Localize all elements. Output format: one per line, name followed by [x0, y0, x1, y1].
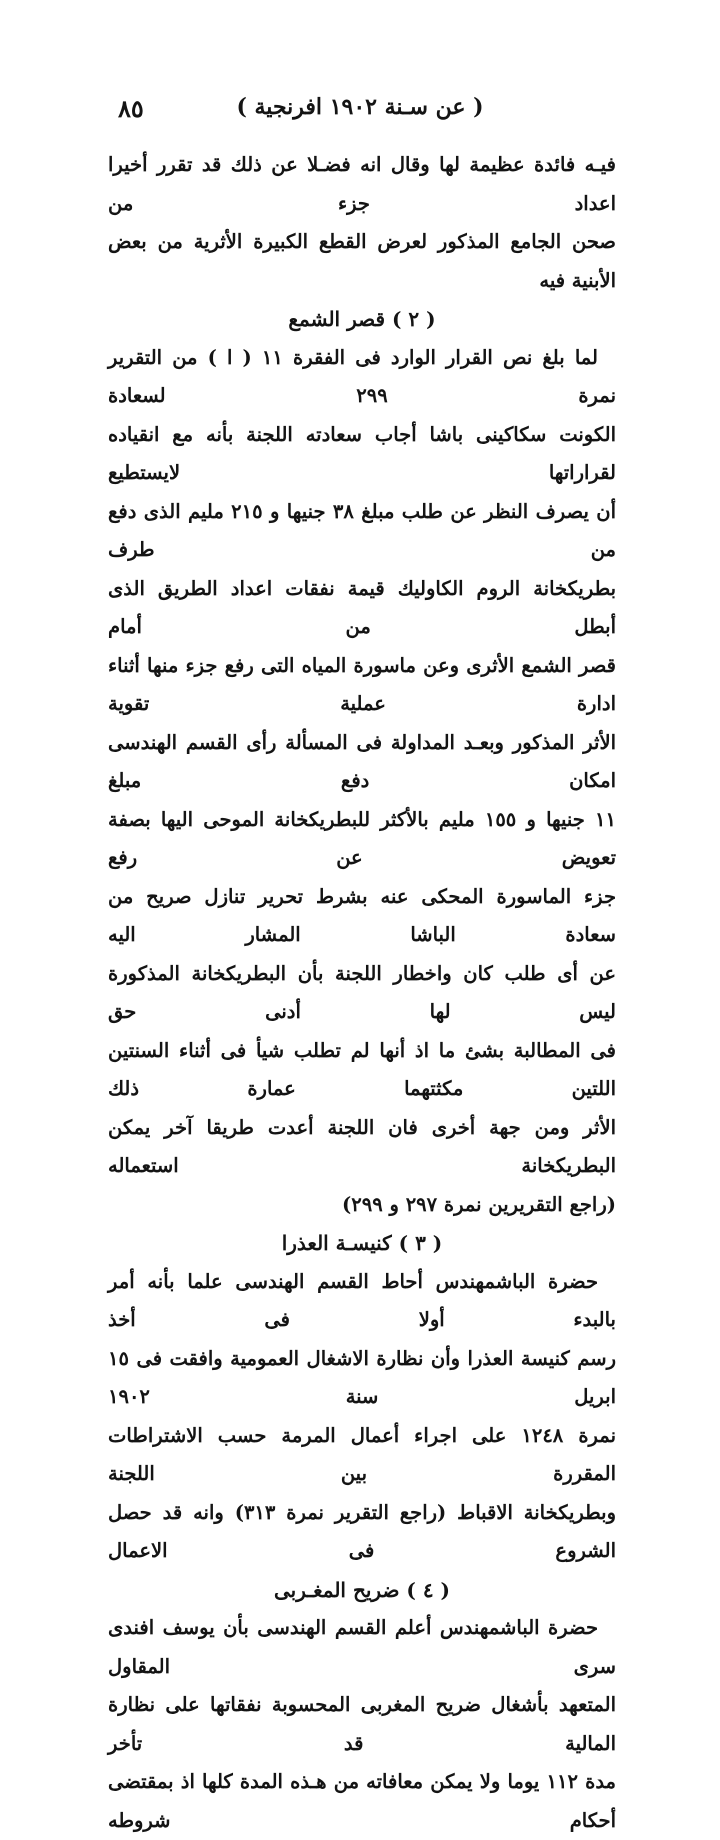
page-number: ٨٥ — [118, 94, 144, 123]
text-line: وبطريكخانة الاقباط (راجع التقرير نمرة ٣١٣) وانه قد حصل الشروع فى الاعمال — [108, 1500, 616, 1562]
text-line: حضرة الباشمهندس أحاط القسم الهندسى علما بأنه أمر بالبدء أولا فى أخذ — [108, 1269, 616, 1331]
text-line: الأثر المذكور وبعـد المداولة فى المسألة رأى القسم الهندسى امكان دفع مبلغ — [108, 730, 616, 792]
text-line: مدة ١١٢ يوما ولا يمكن معافاته من هـذه المدة كلها اذ بمقتضى أحكام شروطه — [108, 1770, 616, 1832]
section-heading-qasr-al-shama: ( ٢ ) قصر الشمع — [288, 307, 436, 331]
text-line: أن يصرف النظر عن طلب مبلغ ٣٨ جنيها و ٢١٥ مليم الذى دفع من طرف — [108, 499, 616, 561]
text-line: لما بلغ نص القرار الوارد فى الفقرة ١١ ( ا ) من التقرير نمرة ٢٩٩ لسعادة — [108, 345, 617, 407]
text-line: قصر الشمع الأثرى وعن ماسورة المياه التى رفع جزء منها أثناء ادارة عملية تقوية — [108, 653, 616, 715]
text-line: فيـه فائدة عظيمة لها وقال انه فضـلا عن ذلك قد تقرر أخيرا اعداد جزء من — [108, 153, 616, 215]
text-line: المتعهد بأشغال ضريح المغربى المحسوبة نفقاتها على نظارة المالية قد تأخر — [108, 1693, 616, 1755]
section-heading-tomb-al-maghribi: ( ٤ ) ضريح المغـربى — [273, 1577, 451, 1602]
text-line: فى المطالبة بشئ ما اذ أنها لم تطلب شيأ فى أثناء السنتين اللتين مكثتهما عمارة ذلك — [108, 1038, 616, 1100]
text-line: الأثر ومن جهة أخرى فان اللجنة أعدت طريقا آخر يمكن البطريكخانة استعماله — [108, 1115, 616, 1177]
page-header — [108, 88, 612, 128]
text-line: نمرة ١٢٤٨ على اجراء أعمال المرمة حسب الاشتراطات المقررة بين اللجنة — [108, 1423, 616, 1485]
text-line: بطريكخانة الروم الكاوليك قيمة نفقات اعداد الطريق الذى أبطل من أمام — [108, 576, 616, 638]
text-line: حضرة الباشمهندس أعلم القسم الهندسى بأن يوسف افندى سرى المقاول — [108, 1616, 616, 1678]
running-title: ( عن سـنة ١٩٠٢ افرنجية ) — [236, 94, 484, 120]
section-heading-church-al-adhra: ( ٣ ) كنيسـة العذرا — [281, 1231, 443, 1255]
text-line: الكونت سكاكينى باشا أجاب سعادته اللجنة بأنه مع انقياده لقراراتها لايستطيع — [108, 422, 616, 484]
text-line: جزء الماسورة المحكى عنه بشرط تحرير تنازل صريح من سعادة الباشا المشار اليه — [108, 884, 616, 946]
text-line: عن أى طلب كان واخطار اللجنة بأن البطريكخانة المذكورة ليس لها أدنى حق — [108, 961, 616, 1023]
text-line: صحن الجامع المذكور لعرض القطع الكبيرة الأثرية من بعض الأبنية فيه — [108, 230, 616, 292]
text-line: رسم كنيسة العذرا وأن نظارة الاشغال العمومية وافقت فى ١٥ ابريل سنة ١٩٠٢ — [108, 1346, 616, 1408]
text-line: (راجع التقريرين نمرة ٢٩٧ و ٢٩٩) — [342, 1192, 616, 1216]
text-line: ١١ جنيها و ١٥٥ مليم بالأكثر للبطريكخانة الموحى اليها بصفة تعويض عن رفع — [108, 807, 616, 869]
body-text — [108, 146, 616, 1840]
